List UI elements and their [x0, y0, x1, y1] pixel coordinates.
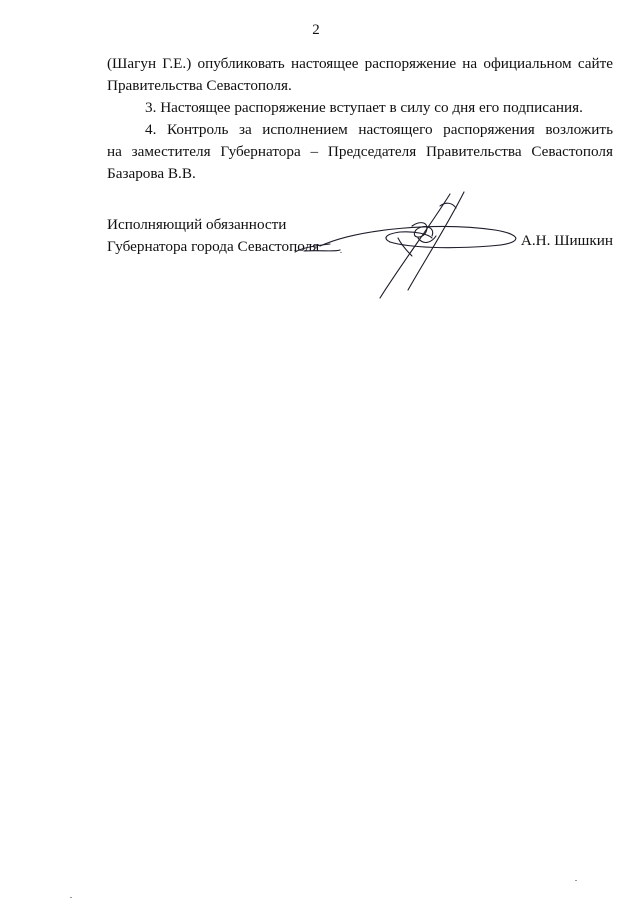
signer-position-line-2: Губернатора города Севастополя: [107, 238, 320, 255]
page-number: 2: [312, 22, 320, 38]
signer-position-line-1: Исполняющий обязанности: [107, 216, 287, 233]
paragraph-item-4-line-3: Базарова В.В.: [107, 165, 196, 182]
handwritten-signature: [290, 186, 530, 304]
paragraph-item-3: 3. Настоящее распоряжение вступает в силу со дня его подписания.: [145, 99, 583, 116]
signer-name: А.Н. Шишкин: [520, 232, 613, 249]
scan-speck: [340, 252, 342, 253]
paragraph-item-4-line-2: на заместителя Губернатора – Председателя Правительства Севастополя: [107, 143, 613, 160]
paragraph-continuation-line-1: (Шагун Г.Е.) опубликовать настоящее распоряжение на официальном сайте: [107, 55, 613, 72]
scan-speck: [70, 897, 72, 898]
scan-speck: [575, 880, 577, 881]
paragraph-continuation-line-2: Правительства Севастополя.: [107, 77, 292, 94]
paragraph-item-4-line-1: 4. Контроль за исполнением настоящего распоряжения возложить: [145, 121, 613, 138]
